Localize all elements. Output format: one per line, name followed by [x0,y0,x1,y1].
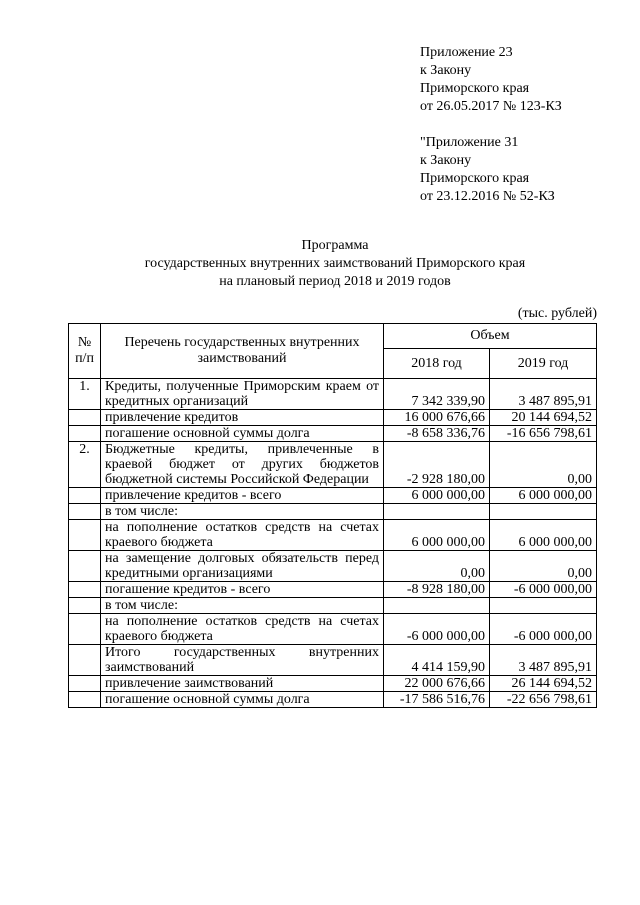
row-number [69,426,101,442]
column-header-number: № п/п [69,324,101,379]
value-2019: 26 144 694,52 [490,676,597,692]
row-number: 2. [69,442,101,488]
annex-line: Приморского края [420,171,530,186]
value-2018 [384,598,490,614]
row-name: на пополнение остатков средств на счетах краевого бюджета [101,614,384,645]
table-row [69,488,597,504]
value-2019 [490,504,597,520]
row-number [69,520,101,551]
title-line: Программа [301,238,369,253]
row-number [69,645,101,676]
value-2018 [384,504,490,520]
value-2019: -22 656 798,61 [490,692,597,708]
value-2019: -6 000 000,00 [490,582,597,598]
table-body [69,379,597,708]
table-row [69,645,597,676]
title-line: государственных внутренних заимствований Приморского края [144,256,526,271]
value-2018: -8 658 336,76 [384,426,490,442]
value-2019: 6 000 000,00 [490,520,597,551]
annex-line: "Приложение 31 [420,135,519,150]
row-number: 1. [69,379,101,410]
value-2019: 3 487 895,91 [490,645,597,676]
units-label: (тыс. рублей) [517,306,597,321]
row-name: погашение основной суммы долга [101,426,384,442]
value-2018: 0,00 [384,551,490,582]
value-2019: -6 000 000,00 [490,614,597,645]
annex-line: к Закону [420,63,472,78]
column-header-2019: 2019 год [490,349,597,379]
table-row [69,582,597,598]
row-name: Кредиты, полученные Приморским краем от кредитных организаций [101,379,384,410]
annex-reference-original [420,134,555,206]
value-2018: 7 342 339,90 [384,379,490,410]
row-number [69,410,101,426]
table-row [69,410,597,426]
annex-line: к Закону [420,153,472,168]
table-row [69,426,597,442]
table-row [69,692,597,708]
row-name: привлечение кредитов - всего [101,488,384,504]
column-header-2018: 2018 год [384,349,490,379]
row-name: привлечение заимствований [101,676,384,692]
table-row [69,551,597,582]
row-number [69,488,101,504]
document-title [70,237,600,291]
column-header-volume: Объем [384,324,597,349]
row-name: в том числе: [101,504,384,520]
row-number [69,692,101,708]
row-number [69,582,101,598]
table-row [69,504,597,520]
table-row [69,676,597,692]
row-name: привлечение кредитов [101,410,384,426]
value-2019: 3 487 895,91 [490,379,597,410]
table-row [69,442,597,488]
row-name: в том числе: [101,598,384,614]
annex-line: от 26.05.2017 № 123-КЗ [420,99,562,114]
borrowing-program-table [68,323,597,708]
value-2018: 6 000 000,00 [384,488,490,504]
row-name: погашение кредитов - всего [101,582,384,598]
row-number [69,551,101,582]
value-2018: -6 000 000,00 [384,614,490,645]
table-row [69,379,597,410]
value-2019: 6 000 000,00 [490,488,597,504]
row-number [69,676,101,692]
value-2019: 20 144 694,52 [490,410,597,426]
value-2018: 16 000 676,66 [384,410,490,426]
title-line: на плановый период 2018 и 2019 годов [219,274,451,289]
table-row [69,614,597,645]
value-2019: -16 656 798,61 [490,426,597,442]
column-header-name: Перечень государственных внутренних заимствований [101,324,384,379]
row-number [69,614,101,645]
row-name: на замещение долговых обязательств перед кредитными организациями [101,551,384,582]
row-number [69,504,101,520]
row-number [69,598,101,614]
table-row [69,598,597,614]
table-row [69,520,597,551]
value-2019 [490,598,597,614]
value-2018: -8 928 180,00 [384,582,490,598]
row-name: Итого государственных внутренних заимствований [101,645,384,676]
annex-line: Приложение 23 [420,45,513,60]
annex-reference-current [420,44,562,116]
value-2018: 4 414 159,90 [384,645,490,676]
value-2018: -17 586 516,76 [384,692,490,708]
value-2018: -2 928 180,00 [384,442,490,488]
value-2018: 6 000 000,00 [384,520,490,551]
value-2019: 0,00 [490,551,597,582]
annex-line: от 23.12.2016 № 52-КЗ [420,189,555,204]
row-name: Бюджетные кредиты, привлеченные в краевой бюджет от других бюджетов бюджетной системы Российской Федерации [101,442,384,488]
annex-line: Приморского края [420,81,530,96]
value-2018: 22 000 676,66 [384,676,490,692]
value-2019: 0,00 [490,442,597,488]
row-name: на пополнение остатков средств на счетах краевого бюджета [101,520,384,551]
row-name: погашение основной суммы долга [101,692,384,708]
